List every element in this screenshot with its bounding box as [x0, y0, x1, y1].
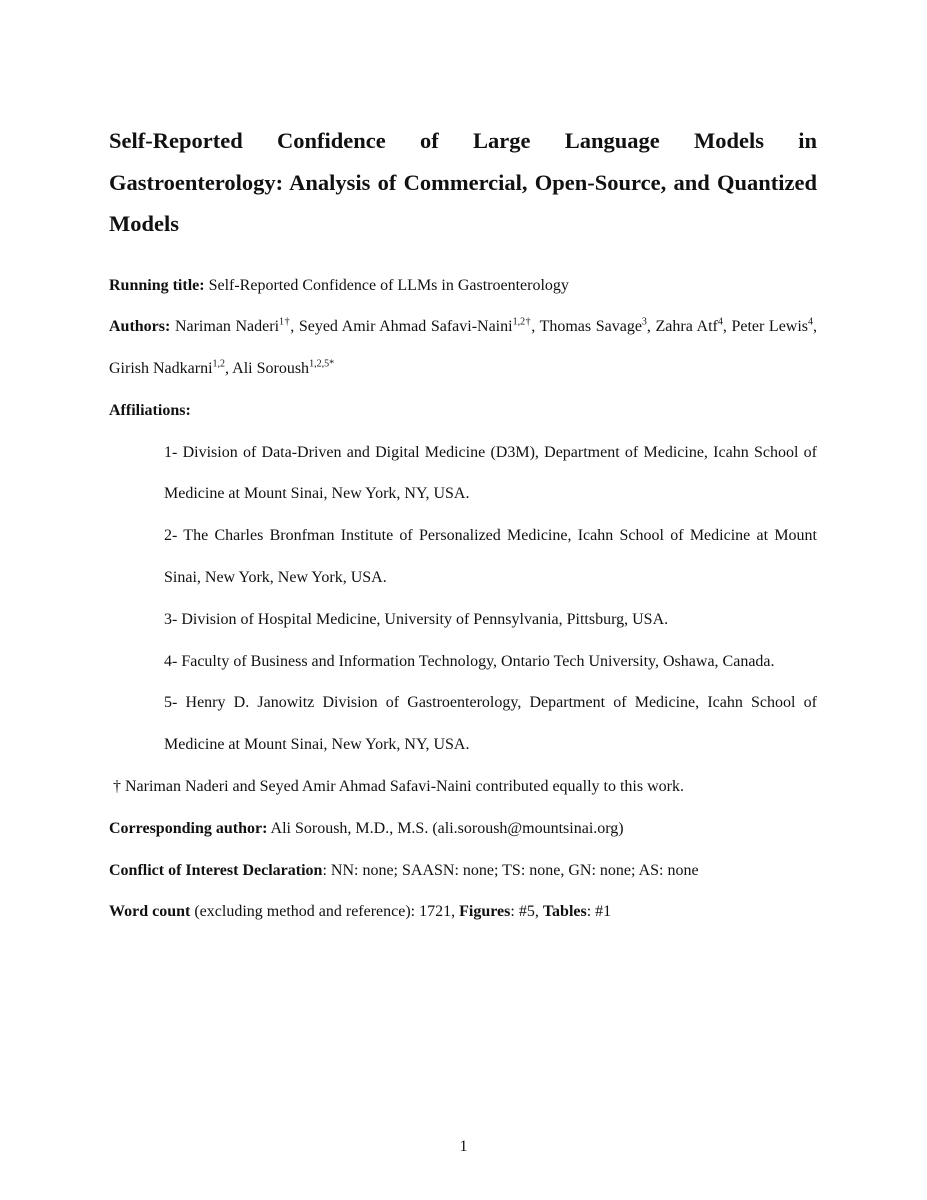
front-matter	[109, 265, 817, 934]
author-sup: 1†	[279, 316, 291, 328]
corresponding-label: Corresponding author:	[109, 819, 268, 837]
author-sup: 1,2†	[512, 316, 532, 328]
affiliation-item: 4- Faculty of Business and Information Technology, Ontario Tech University, Oshawa, Canada.	[164, 652, 775, 670]
running-title-label: Running title:	[109, 276, 205, 294]
conflict-of-interest	[109, 850, 817, 892]
affiliation-item: 1- Division of Data-Driven and Digital Medicine (D3M), Department of Medicine, Icahn School of Medicine at Mount Sinai, New York, NY, USA.	[164, 443, 817, 503]
author-sup: 4	[717, 316, 723, 328]
affiliations-label: Affiliations:	[109, 401, 191, 419]
author-sup: 1,2	[212, 358, 226, 370]
corresponding-author	[109, 808, 817, 850]
title-page	[109, 120, 817, 933]
paper-title: Self-Reported Confidence of Large Language Models in Gastroenterology: Analysis of Commercial, Open-Source, and Quantized Models	[109, 128, 817, 236]
word-count	[109, 891, 817, 933]
author-sup: 3	[641, 316, 647, 328]
authors-line: Authors: Nariman Naderi$^{1\dagger}$, Seyed Amir Ahmad Safavi-Naini$^{1,2\dagger}$, Thomas Savage$^3$, Zahra Atf$^4$, Peter Lewis$^4$, Girish Nadkarni$^{1,2}$, Ali Soroush$^{1,2,5*}$	[109, 316, 818, 378]
tables-value: : #1	[586, 903, 612, 921]
author-name: Nariman Naderi	[174, 318, 280, 336]
running-title-value: Self-Reported Confidence of LLMs in Gastroenterology	[208, 276, 569, 294]
corresponding-value: Ali Soroush, M.D., M.S. (ali.soroush@mountsinai.org)	[270, 819, 624, 837]
author-sup: 1,2,5*	[309, 358, 335, 370]
author-name: Girish Nadkarni	[109, 360, 213, 378]
affiliation-item: 5- Henry D. Janowitz Division of Gastroenterology, Department of Medicine, Icahn School of Medicine at Mount Sinai, New York, NY, USA.	[164, 694, 817, 754]
affiliation-item: 2- The Charles Bronfman Institute of Personalized Medicine, Icahn School of Medicine at Mount Sinai, New York, New York, USA.	[164, 527, 817, 587]
author-name: Ali Soroush	[232, 360, 310, 378]
conflict-value: : NN: none; SAASN: none; TS: none, GN: none; AS: none	[322, 861, 699, 879]
author-name: Seyed Amir Ahmad Safavi-Naini	[298, 318, 513, 336]
page-number: 1	[459, 1138, 468, 1155]
equal-contribution-note: † Nariman Naderi and Seyed Amir Ahmad Safavi-Naini contributed equally to this work.	[113, 778, 684, 796]
author-name: Zahra Atf	[655, 318, 718, 336]
word-count-label: Word count	[109, 903, 191, 921]
conflict-label: Conflict of Interest Declaration	[109, 861, 323, 879]
affiliations-list	[109, 432, 817, 766]
authors-label: Authors:	[109, 318, 171, 336]
affiliation-item: 3- Division of Hospital Medicine, University of Pennsylvania, Pittsburg, USA.	[164, 610, 669, 628]
figures-label: Figures	[459, 903, 511, 921]
author-name: Peter Lewis	[731, 318, 809, 336]
figures-value: : #5,	[510, 903, 543, 921]
running-title	[109, 265, 817, 307]
affiliations-heading	[109, 390, 817, 432]
author-sup: 4	[808, 316, 814, 328]
word-count-text: (excluding method and reference): 1721,	[190, 903, 460, 921]
tables-label: Tables	[542, 903, 587, 921]
author-name: Thomas Savage	[539, 318, 642, 336]
